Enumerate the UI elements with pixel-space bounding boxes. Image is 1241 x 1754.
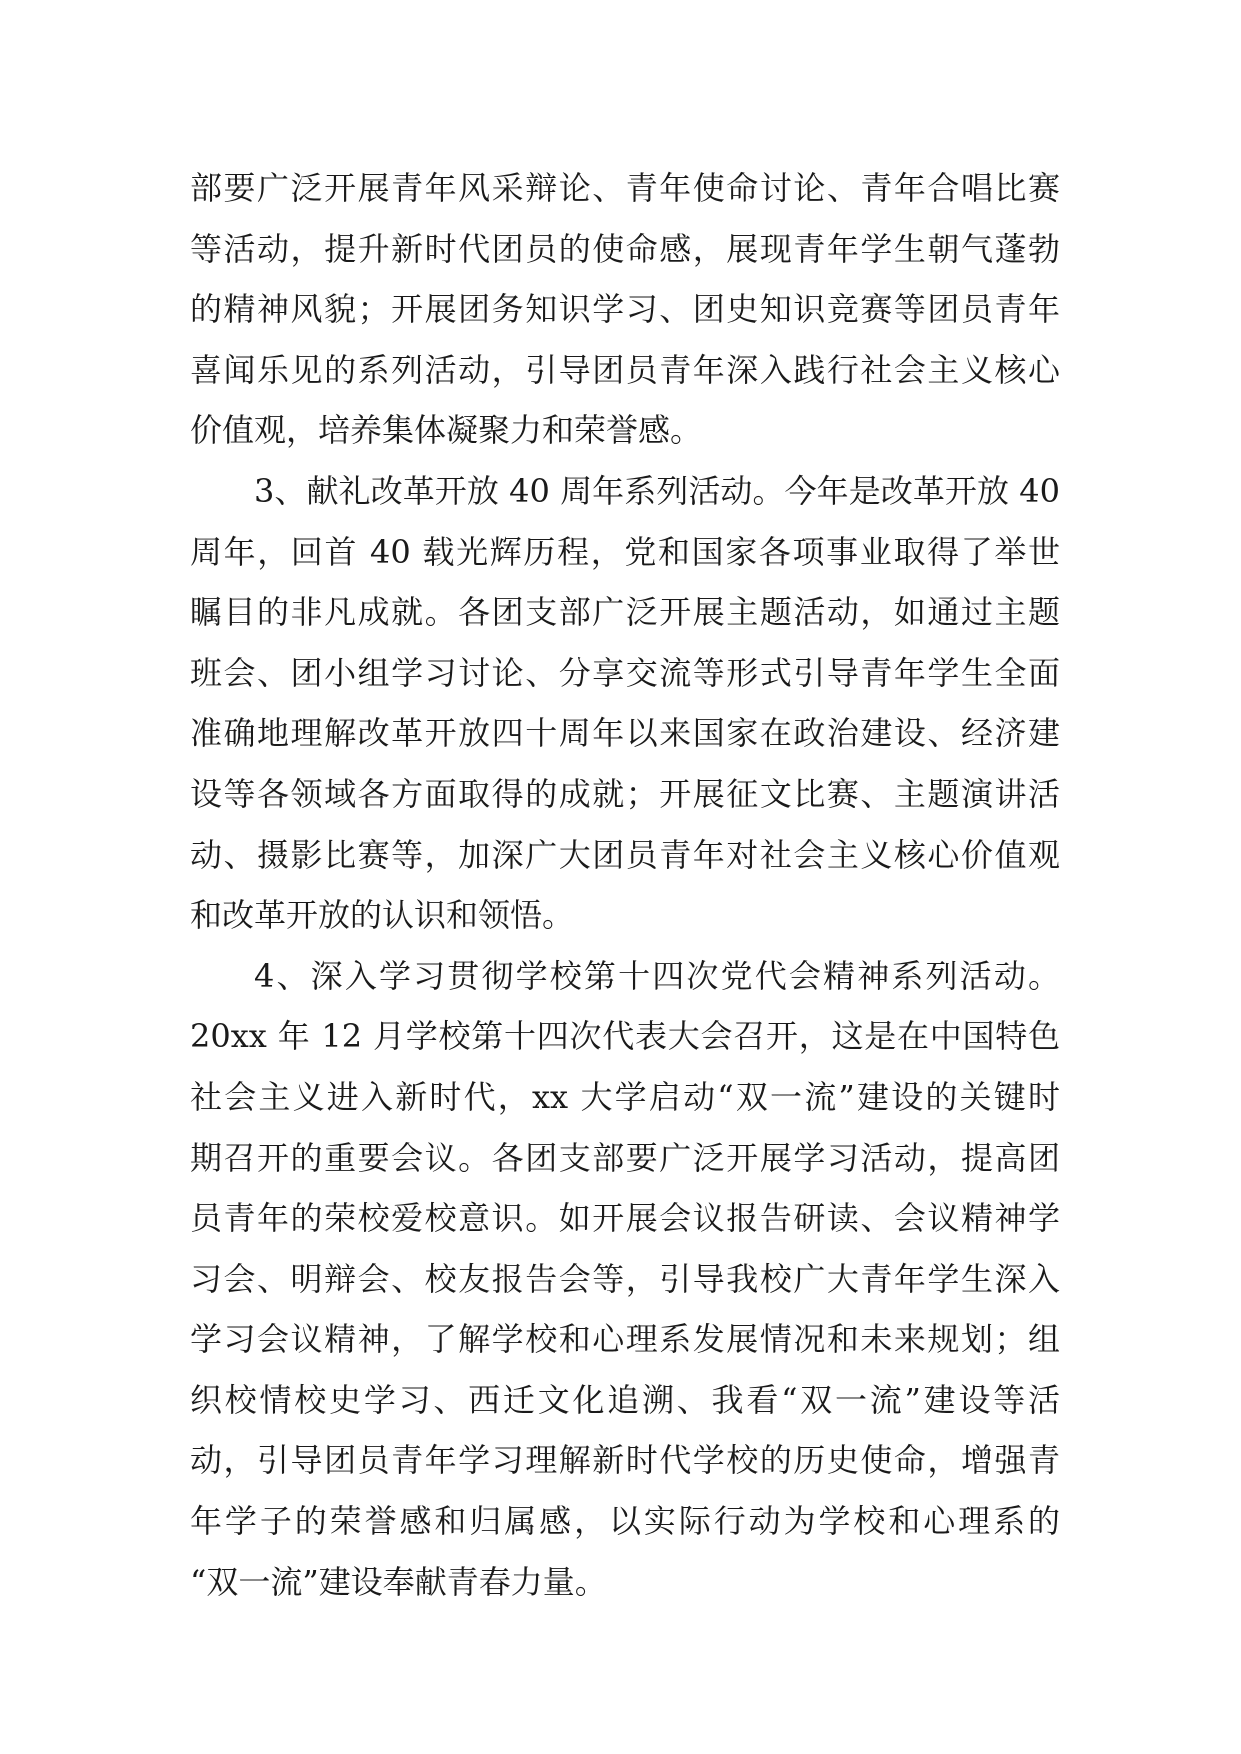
text-line: 动、摄影比赛等，加深广大团员青年对社会主义核心价值观 [190, 835, 1060, 874]
text-line: 准确地理解改革开放四十周年以来国家在政治建设、经济建 [190, 714, 1060, 753]
text-line: 习会、明辩会、校友报告会等，引导我校广大青年学生深入 [190, 1259, 1060, 1298]
text-line: 20xx 年 12 月学校第十四次代表大会召开，这是在中国特色 [190, 1017, 1060, 1056]
text-line: 班会、团小组学习讨论、分享交流等形式引导青年学生全面 [190, 653, 1060, 692]
text-line: 部要广泛开展青年风采辩论、青年使命讨论、青年合唱比赛 [190, 169, 1060, 207]
text-line: 等活动，提升新时代团员的使命感，展现青年学生朝气蓬勃 [190, 229, 1060, 268]
text-line: 社会主义进入新时代，xx 大学启动“双一流”建设的关键时 [190, 1077, 1060, 1116]
text-line: 学习会议精神，了解学校和心理系发展情况和未来规划；组 [190, 1320, 1060, 1359]
text-line: “双一流”建设奉献青春力量。 [190, 1562, 607, 1601]
paragraph-2 [190, 461, 1060, 946]
text-line: 价值观，培养集体凝聚力和荣誉感。 [190, 411, 703, 450]
text-line: 设等各领域各方面取得的成就；开展征文比赛、主题演讲活 [190, 774, 1060, 813]
text-line: 的精神风貌；开展团务知识学习、团史知识竞赛等团员青年 [190, 290, 1060, 329]
text-line: 3、献礼改革开放 40 周年系列活动。今年是改革开放 40 [254, 471, 1060, 510]
text-line: 员青年的荣校爱校意识。如开展会议报告研读、会议精神学 [190, 1199, 1060, 1238]
text-line: 周年，回首 40 载光辉历程，党和国家各项事业取得了举世 [190, 532, 1060, 571]
text-line: 4、深入学习贯彻学校第十四次党代会精神系列活动。 [254, 956, 1060, 995]
text-line: 动，引导团员青年学习理解新时代学校的历史使命，增强青 [190, 1441, 1060, 1480]
paragraph-1 [190, 158, 1060, 461]
text-line: 喜闻乐见的系列活动，引导团员青年深入践行社会主义核心 [190, 350, 1060, 389]
text-line: 瞩目的非凡成就。各团支部广泛开展主题活动，如通过主题 [190, 593, 1060, 632]
text-line: 年学子的荣誉感和归属感，以实际行动为学校和心理系的 [190, 1502, 1060, 1541]
paragraph-3 [190, 946, 1060, 1613]
document-body [190, 158, 1060, 1612]
text-line: 织校情校史学习、西迁文化追溯、我看“双一流”建设等活 [190, 1380, 1060, 1419]
text-line: 和改革开放的认识和领悟。 [190, 896, 575, 935]
text-line: 期召开的重要会议。各团支部要广泛开展学习活动，提高团 [190, 1138, 1060, 1177]
